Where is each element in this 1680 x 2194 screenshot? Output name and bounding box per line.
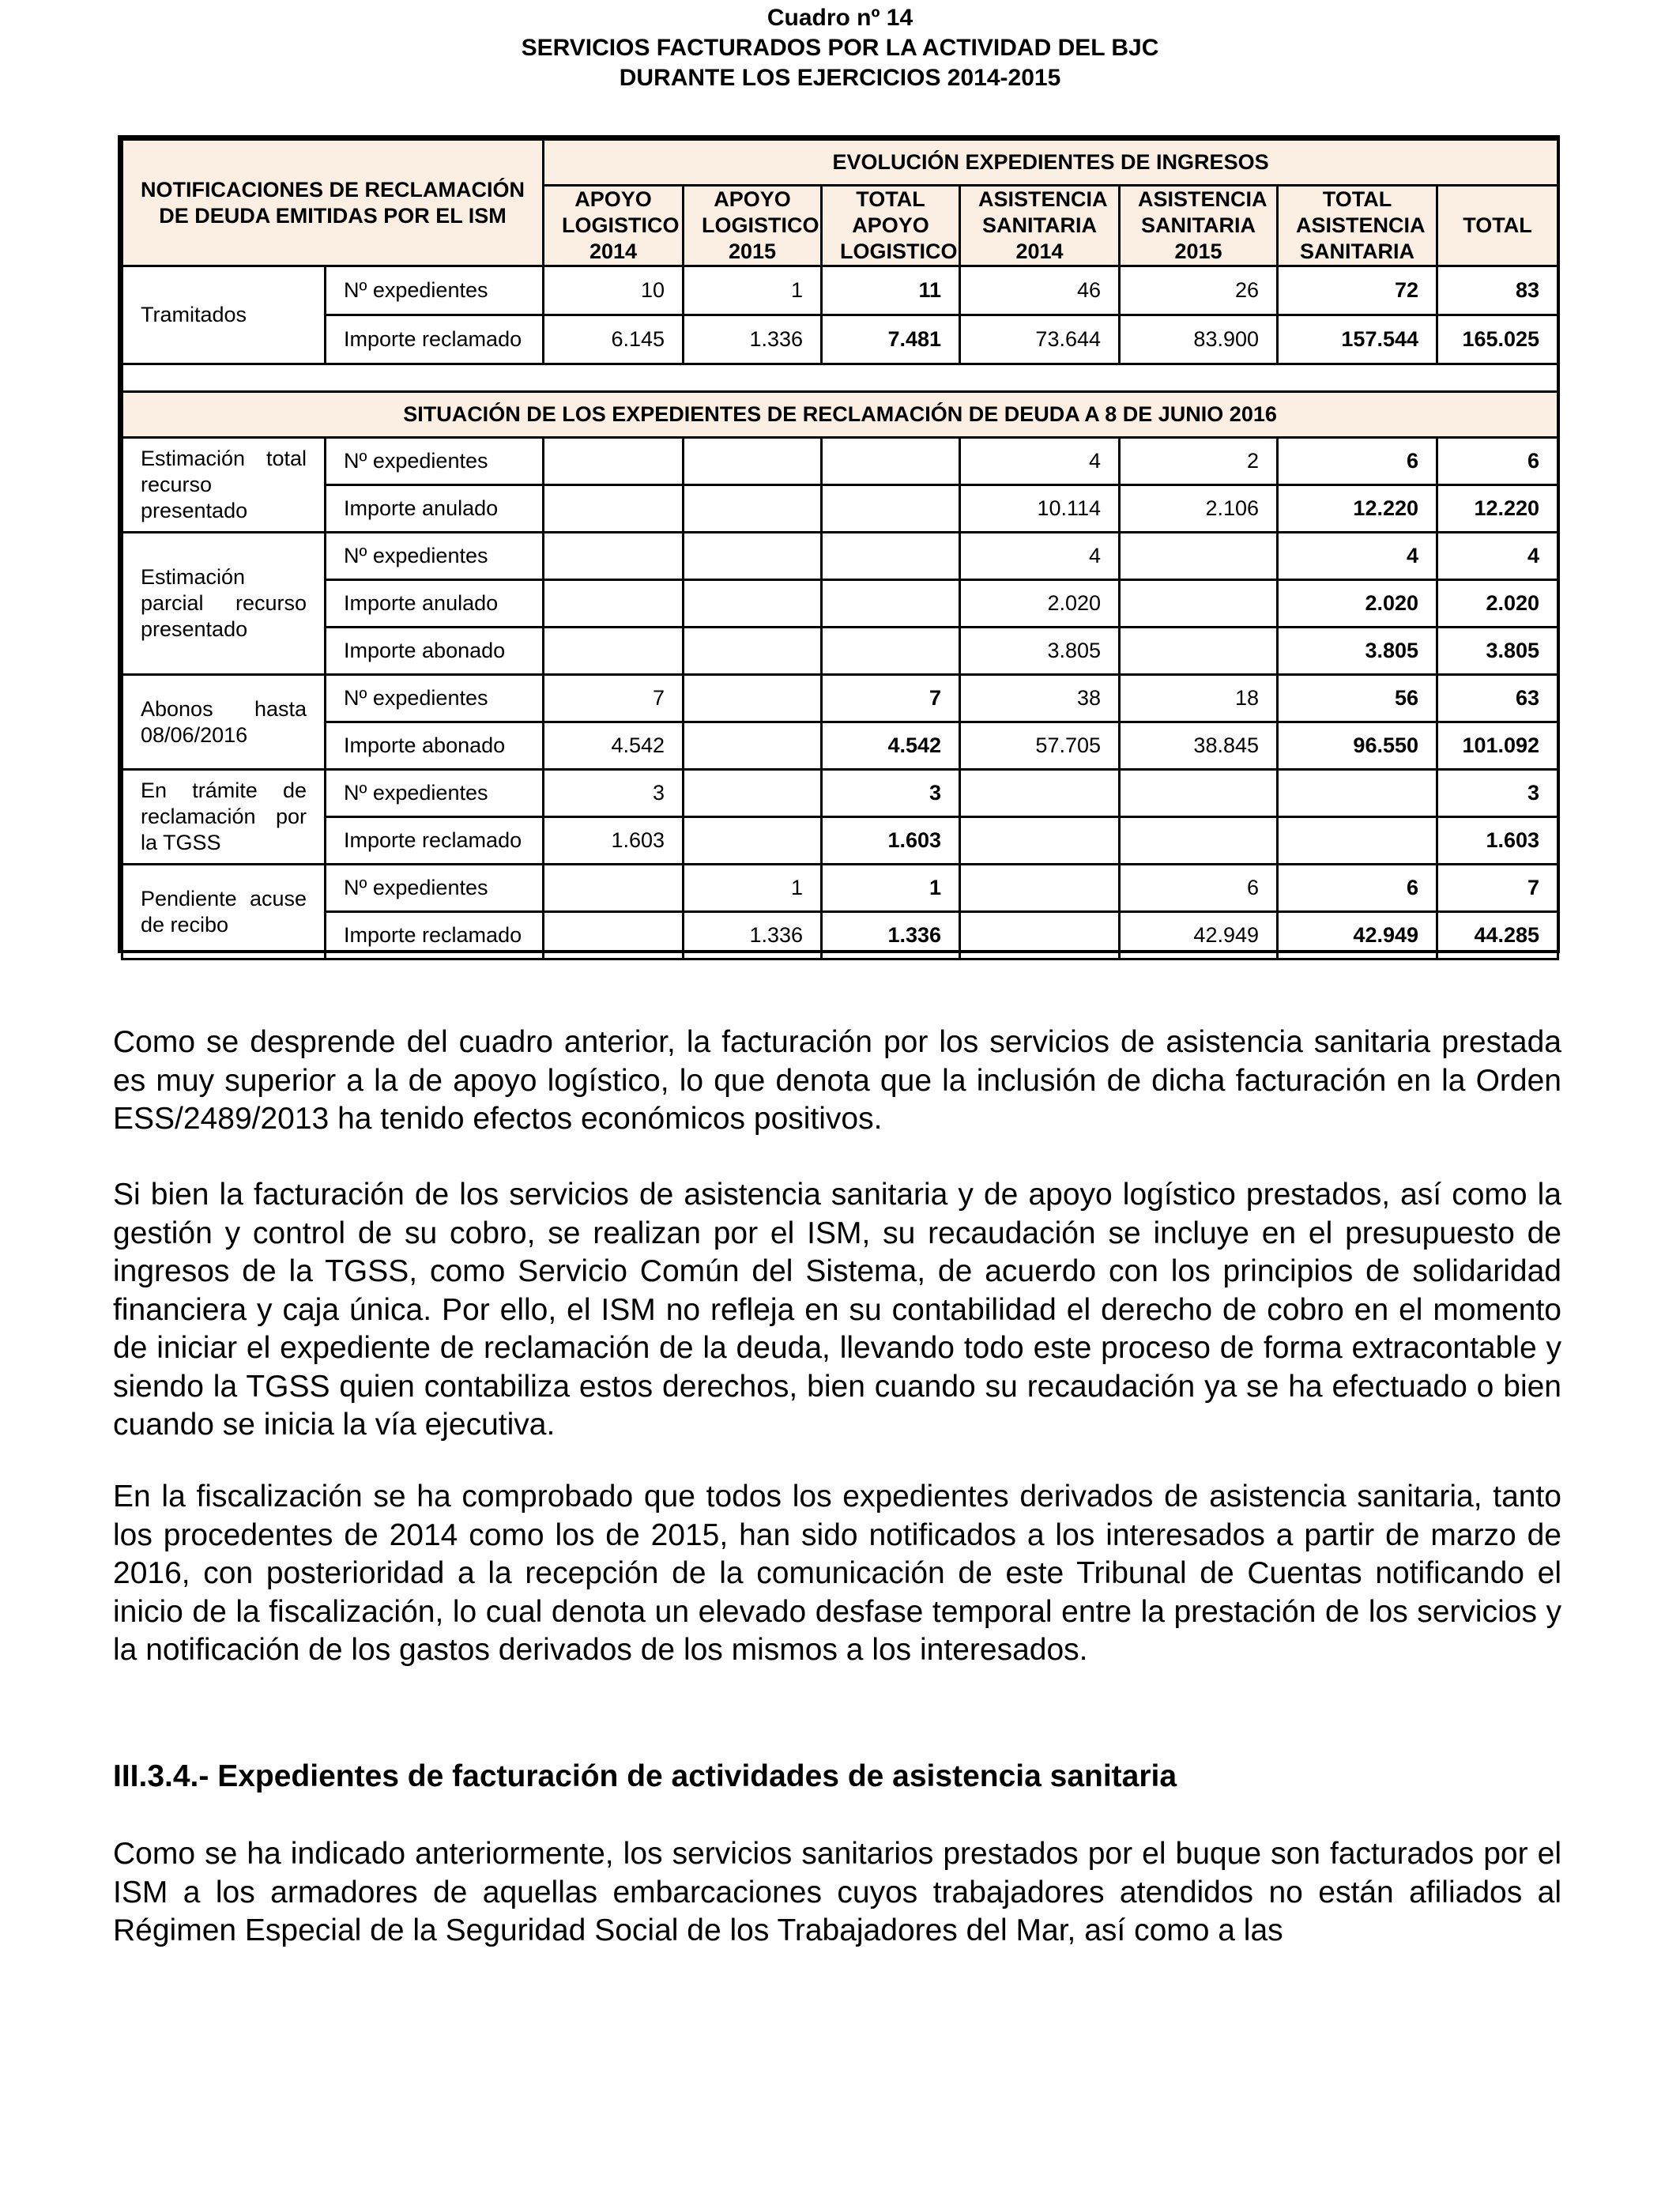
row-sub-label: Nº expedientes [326, 865, 544, 912]
table-cell [960, 865, 1120, 912]
group-label-line: En trámite de [141, 778, 307, 802]
caption-line-1: Cuadro nº 14 [767, 5, 913, 31]
table-cell: 1.603 [822, 817, 960, 865]
table-cell [1120, 533, 1278, 580]
table-caption [0, 3, 1680, 93]
table-cell [822, 533, 960, 580]
table-cell: 18 [1120, 675, 1278, 722]
section-title-situacion: SITUACIÓN DE LOS EXPEDIENTES DE RECLAMACIÓN DE DEUDA A 8 DE JUNIO 2016 [122, 392, 1558, 438]
row-sub-label: Importe reclamado [326, 315, 544, 364]
table-cell [684, 533, 822, 580]
caption-line-3: DURANTE LOS EJERCICIOS 2014-2015 [619, 65, 1061, 91]
table-cell: 2.020 [1437, 580, 1558, 628]
table-cell: 38.845 [1120, 722, 1278, 770]
group-label [122, 438, 326, 533]
group-label-line: Pendiente acuse [141, 886, 307, 910]
table-cell: 7 [1437, 865, 1558, 912]
column-header: TOTAL APOYO LOGISTICO [822, 186, 960, 266]
table-cell: 1.336 [822, 912, 960, 959]
table-cell [1278, 817, 1437, 865]
table-cell: 2.106 [1120, 485, 1278, 533]
column-header: ASISTENCIA SANITARIA 2014 [960, 186, 1120, 266]
table-cell: 1 [684, 865, 822, 912]
column-header: TOTAL ASISTENCIA SANITARIA [1278, 186, 1437, 266]
spacer-cell [122, 364, 1558, 392]
table-cell: 7 [822, 675, 960, 722]
group-label-line: 08/06/2016 [141, 722, 248, 747]
section-title-ingresos: EVOLUCIÓN EXPEDIENTES DE INGRESOS [544, 140, 1558, 186]
table-cell: 2 [1120, 438, 1278, 485]
table-cell [544, 485, 684, 533]
table-cell: 83.900 [1120, 315, 1278, 364]
table-cell [822, 485, 960, 533]
row-sub-label: Importe anulado [326, 580, 544, 628]
column-header: ASISTENCIA SANITARIA 2015 [1120, 186, 1278, 266]
row-sub-label: Importe anulado [326, 485, 544, 533]
row-sub-label: Importe abonado [326, 722, 544, 770]
table-cell: 4 [960, 438, 1120, 485]
table-cell: 46 [960, 266, 1120, 315]
section-heading: III.3.4.- Expedientes de facturación de actividades de asistencia sanitaria [113, 1759, 1177, 1793]
row-header-label: NOTIFICACIONES DE RECLAMACIÓN DE DEUDA EMITIDAS POR EL ISM [122, 140, 544, 266]
table-cell: 101.092 [1437, 722, 1558, 770]
group-label-line: recurso [141, 473, 213, 496]
group-label [122, 865, 326, 959]
table-cell [544, 628, 684, 675]
table-cell: 38 [960, 675, 1120, 722]
group-label-tramitados: Tramitados [122, 266, 326, 364]
table-cell [684, 438, 822, 485]
row-sub-label: Nº expedientes [326, 770, 544, 817]
table-cell: 3 [1437, 770, 1558, 817]
table-cell: 4.542 [822, 722, 960, 770]
table-cell: 157.544 [1278, 315, 1437, 364]
table-cell [544, 533, 684, 580]
table-cell [1120, 817, 1278, 865]
table-cell: 57.705 [960, 722, 1120, 770]
row-sub-label: Nº expedientes [326, 266, 544, 315]
table-cell [1120, 580, 1278, 628]
column-header: TOTAL [1437, 186, 1558, 266]
table-cell: 1 [684, 266, 822, 315]
table-cell: 12.220 [1437, 485, 1558, 533]
table-cell: 44.285 [1437, 912, 1558, 959]
table-cell: 26 [1120, 266, 1278, 315]
table-cell [684, 675, 822, 722]
group-label-line: Estimación [141, 565, 246, 589]
row-sub-label: Nº expedientes [326, 438, 544, 485]
group-label-line: presentado [141, 617, 248, 641]
table-cell [822, 580, 960, 628]
paragraph-4: Como se ha indicado anteriormente, los servicios sanitarios prestados por el buque son facturados por el ISM a los armadores de aquellas embarcaciones cuyos trabajadores atendidos no están afiliados al Régimen Especial de la Seguridad Social de los Trabajadores del Mar, así como a las [113, 1837, 1561, 1947]
table-cell: 6 [1437, 438, 1558, 485]
table-cell [544, 438, 684, 485]
table-cell [822, 628, 960, 675]
table-cell: 4.542 [544, 722, 684, 770]
table-cell: 4 [1437, 533, 1558, 580]
table-cell: 3 [822, 770, 960, 817]
table-cell [960, 912, 1120, 959]
table-cell: 10.114 [960, 485, 1120, 533]
table-cell: 6 [1278, 865, 1437, 912]
table-cell: 4 [960, 533, 1120, 580]
table-cell: 1 [822, 865, 960, 912]
table-cell [544, 912, 684, 959]
data-table [118, 135, 1560, 953]
table-cell: 4 [1278, 533, 1437, 580]
row-sub-label: Importe abonado [326, 628, 544, 675]
group-label-line: presentado [141, 499, 248, 522]
paragraph-2: Si bien la facturación de los servicios de asistencia sanitaria y de apoyo logístico prestados, así como la gestión y control de su cobro, se realizan por el ISM, su recaudación se incluye en el presupuesto de ingresos de la TGSS, como Servicio Común del Sistema, de acuerdo con los principios de solidaridad financiera y caja única. Por ello, el ISM no refleja en su contabilidad el derecho de cobro en el momento de iniciar el expediente de reclamación de la deuda, llevando todo este proceso de forma extracontable y siendo la TGSS quien contabiliza estos derechos, bien cuando su recaudación ya se ha efectuado o bien cuando se inicia la vía ejecutiva. [113, 1178, 1561, 1442]
row-sub-label: Nº expedientes [326, 533, 544, 580]
table-cell [684, 722, 822, 770]
table-cell: 1.336 [684, 315, 822, 364]
table-cell: 7.481 [822, 315, 960, 364]
table-cell [822, 438, 960, 485]
table-cell: 63 [1437, 675, 1558, 722]
table-cell: 2.020 [1278, 580, 1437, 628]
group-label-line: parcial recurso [141, 591, 307, 615]
table-cell [684, 770, 822, 817]
table-cell: 165.025 [1437, 315, 1558, 364]
table-cell: 1.603 [544, 817, 684, 865]
group-label [122, 533, 326, 675]
row-sub-label: Nº expedientes [326, 675, 544, 722]
table-cell: 3 [544, 770, 684, 817]
table-cell [960, 817, 1120, 865]
table-cell: 72 [1278, 266, 1437, 315]
group-label-line: reclamación por [141, 805, 307, 828]
table-cell [960, 770, 1120, 817]
table-cell: 2.020 [960, 580, 1120, 628]
table-cell: 6 [1120, 865, 1278, 912]
row-sub-label: Importe reclamado [326, 912, 544, 959]
table-cell: 42.949 [1120, 912, 1278, 959]
table-cell: 6 [1278, 438, 1437, 485]
table-cell [684, 628, 822, 675]
table-cell: 10 [544, 266, 684, 315]
table-cell [1278, 770, 1437, 817]
table-cell: 73.644 [960, 315, 1120, 364]
table-cell: 3.805 [1278, 628, 1437, 675]
table-cell: 56 [1278, 675, 1437, 722]
paragraph-1: Como se desprende del cuadro anterior, la facturación por los servicios de asistencia sanitaria prestada es muy superior a la de apoyo logístico, lo que denota que la inclusión de dicha facturación en la Orden ESS/2489/2013 ha tenido efectos económicos positivos. [113, 1025, 1561, 1136]
table-cell: 6.145 [544, 315, 684, 364]
table-cell: 11 [822, 266, 960, 315]
group-label-line: de recibo [141, 912, 229, 937]
paragraph-3: En la fiscalización se ha comprobado que todos los expedientes derivados de asistencia sanitaria, tanto los procedentes de 2014 como los de 2015, han sido notificados a los interesados a partir de marzo de 2016, con posterioridad a la recepción de la comunicación de este Tribunal de Cuentas notificando el inicio de la fiscalización, lo cual denota un elevado desfase temporal entre la prestación de los servicios y la notificación de los gastos derivados de los mismos a los interesados. [113, 1480, 1561, 1667]
table-cell: 42.949 [1278, 912, 1437, 959]
table-cell: 1.336 [684, 912, 822, 959]
group-label-line: Estimación total [141, 447, 307, 470]
table-cell [1120, 628, 1278, 675]
table-cell [544, 580, 684, 628]
table-cell [544, 865, 684, 912]
column-header: APOYO LOGISTICO 2014 [544, 186, 684, 266]
column-header: APOYO LOGISTICO 2015 [684, 186, 822, 266]
table-cell [684, 817, 822, 865]
row-sub-label: Importe reclamado [326, 817, 544, 865]
group-label-line: Abonos hasta [141, 696, 307, 721]
caption-line-2: SERVICIOS FACTURADOS POR LA ACTIVIDAD DEL BJC [521, 35, 1159, 61]
table-cell [684, 580, 822, 628]
group-label [122, 675, 326, 770]
table-cell: 7 [544, 675, 684, 722]
group-label-line: la TGSS [141, 831, 221, 854]
table-cell: 83 [1437, 266, 1558, 315]
table-cell: 3.805 [960, 628, 1120, 675]
group-label [122, 770, 326, 865]
table-cell [1120, 770, 1278, 817]
table-cell: 1.603 [1437, 817, 1558, 865]
table-cell [684, 485, 822, 533]
table-cell: 96.550 [1278, 722, 1437, 770]
table-cell: 3.805 [1437, 628, 1558, 675]
table-cell: 12.220 [1278, 485, 1437, 533]
